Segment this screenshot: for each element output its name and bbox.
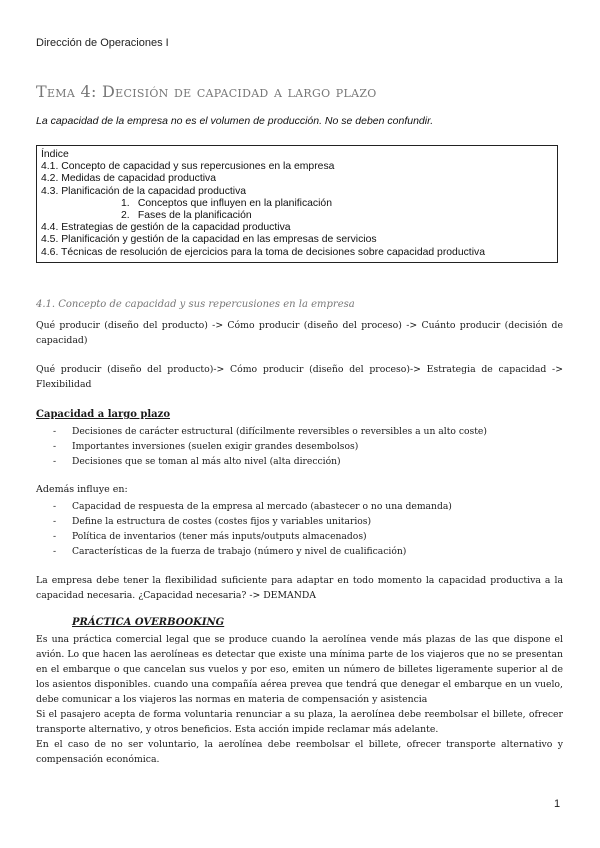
capacidad-heading: Capacidad a largo plazo [36,409,171,420]
list-dash: - [53,546,57,557]
list-dash: - [53,531,57,542]
paragraph-flexibility [36,573,563,603]
paragraph-line: avión. Lo que hacen las aerolíneas es detectar que existe una mínima parte de los viajeros que no se presentan [36,649,563,660]
course-title: Dirección de Operaciones I [36,37,169,49]
list-item-text: Decisiones que se toman al más alto nivel (alta dirección) [72,456,341,467]
index-subitem-number: 2. [121,210,130,222]
list-item-text: Define la estructura de costes (costes fijos y variables unitarios) [72,516,372,527]
index-box [36,145,558,263]
index-item: 4.1. Concepto de capacidad y sus repercusiones en la empresa [41,161,335,173]
list-dash: - [53,516,57,527]
paragraph-strategy-chain [36,362,563,392]
section-title: 4.1. Concepto de capacidad y sus repercusiones en la empresa [36,299,355,310]
list-item-text: Importantes inversiones (suelen exigir grandes desembolsos) [72,441,359,452]
paragraph-line: debe comunicar a los viajeros las normas en materia de compensación y asistencia [36,694,428,705]
index-item: 4.2. Medidas de capacidad productiva [41,173,217,185]
index-item: 4.3. Planificación de la capacidad productiva [41,185,247,197]
paragraph-line: capacidad) [36,335,88,346]
list-item [36,544,452,559]
list-item-text: Política de inventarios (tener más inputs/outputs almacenados) [72,531,367,542]
index-subitem [41,210,553,222]
paragraph-line: Qué producir (diseño del producto)-> Cómo producir (diseño del proceso)-> Estrategia de capacidad -> [36,364,563,375]
paragraph-line: capacidad necesaria. ¿Capacidad necesaria? -> DEMANDA [36,590,316,601]
page-title: Tema 4: Decisión de capacidad a largo plazo [36,82,377,101]
paragraph-line: Es una práctica comercial legal que se produce cuando la aerolínea vende más plazas de las que dispone el [36,634,563,645]
influye-list [36,499,452,559]
paragraph-decision-chain [36,318,563,348]
list-item [36,499,452,514]
list-dash: - [53,426,57,437]
paragraph-line: En el caso de no ser voluntario, la aerolínea debe reembolsar el billete, ofrecer transporte alternativo y [36,739,563,750]
page-number: 1 [554,798,561,810]
paragraph-line: los asientos disponibles. cuando una compañía aérea prevea que tendrá que denegar el embarque en un vuelo, [36,679,563,690]
index-item: 4.4. Estrategias de gestión de la capacidad productiva [41,222,291,234]
index-item: 4.5. Planificación y gestión de la capacidad en las empresas de servicios [41,234,377,246]
page-subtitle: La capacidad de la empresa no es el volumen de producción. No se deben confundir. [36,115,434,127]
list-item [36,454,487,469]
index-subitem-number: 1. [121,197,130,209]
paragraph-line: en el embarque o que cancelan sus vuelos y por eso, emiten un número de billetes ligeramente superior al de [36,664,563,675]
overbooking-title: PRÁCTICA OVERBOOKING [72,617,225,628]
list-item-text: Decisiones de carácter estructural (difícilmente reversibles o reversibles a un alto coste) [72,426,487,437]
list-item [36,529,452,544]
index-subitem-text: Conceptos que influyen en la planificación [137,197,332,209]
capacidad-list [36,424,487,469]
index-heading: Índice [41,149,69,160]
list-item [36,424,487,439]
index-item: 4.6. Técnicas de resolución de ejercicios para la toma de decisiones sobre capacidad productiva [41,246,485,258]
list-item-text: Características de la fuerza de trabajo (número y nivel de cualificación) [72,546,407,557]
paragraph-line: transporte alternativo, y otros beneficios. Esta acción impide reclamar más adelante. [36,724,439,735]
index-subitem [41,198,553,210]
paragraph-line: Qué producir (diseño del producto) -> Cómo producir (diseño del proceso) -> Cuánto producir (decisión de [36,320,563,331]
paragraph-line: La empresa debe tener la flexibilidad suficiente para adaptar en todo momento la capacidad productiva a la [36,575,563,586]
list-item-text: Capacidad de respuesta de la empresa al mercado (abastecer o no una demanda) [72,501,452,512]
list-item [36,514,452,529]
index-subitem-text: Fases de la planificación [137,210,252,222]
list-dash: - [53,501,57,512]
list-dash: - [53,441,57,452]
influye-heading: Además influye en: [36,484,128,495]
list-dash: - [53,456,57,467]
paragraph-overbooking [36,632,563,767]
paragraph-line: Flexibilidad [36,379,92,390]
paragraph-line: Si el pasajero acepta de forma voluntaria renunciar a su plaza, la aerolínea debe reembolsar el billete, ofrecer [36,709,563,720]
paragraph-line: compensación económica. [36,754,160,765]
list-item [36,439,487,454]
